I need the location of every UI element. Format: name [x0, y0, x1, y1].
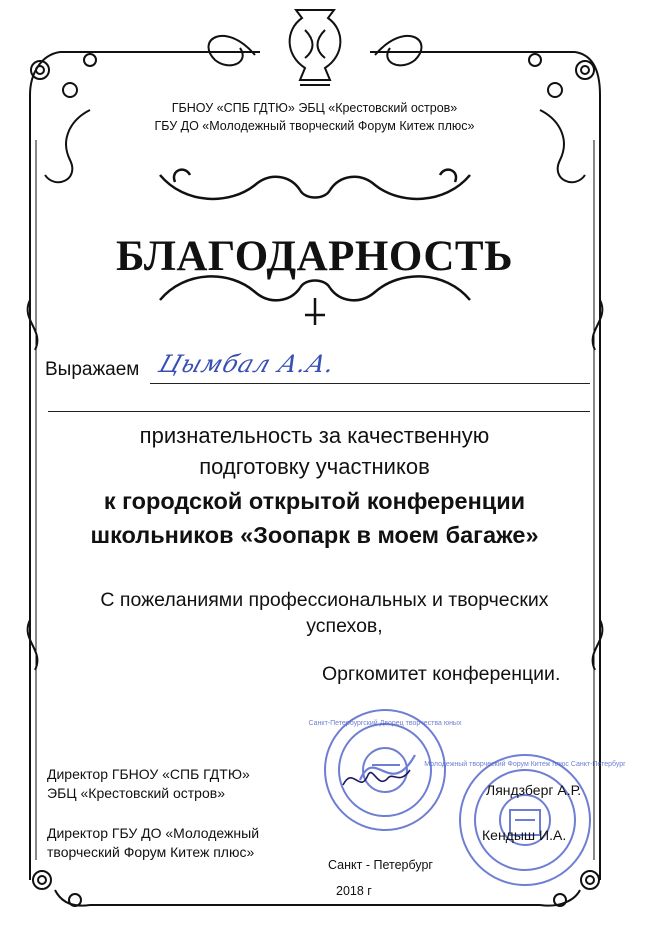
signatory-2-title — [47, 824, 259, 862]
org-line-1: ГБНОУ «СПБ ГДТЮ» ЭБЦ «Крестовский остров» — [171, 101, 458, 115]
recipient-label: Выражаем — [45, 359, 140, 380]
signoff: Оргкомитет конференции. — [322, 663, 561, 685]
footer-year: 2018 г — [336, 884, 372, 898]
signatory-1-line-1: Директор ГБНОУ «СПБ ГДТЮ» — [47, 766, 250, 782]
recipient-underline — [150, 383, 590, 384]
official-stamp-right — [424, 750, 626, 890]
signatory-2-line-1: Директор ГБУ ДО «Молодежный — [47, 825, 260, 841]
body-line-4: школьников «Зоопарк в моем багаже» — [90, 522, 539, 548]
org-line-2: ГБУ ДО «Молодежный творческий Форум Китеж плюс» — [154, 119, 475, 133]
svg-text:Молодежный творческий Форум Ки: Молодежный творческий Форум Китеж плюс Санкт-Петербург — [424, 761, 626, 768]
signatory-1-line-2: ЭБЦ «Крестовский остров» — [47, 785, 225, 801]
wishes-line-2: успехов, — [306, 615, 383, 637]
signatory-2-name: Кендыш И.А. — [482, 827, 567, 843]
handwritten-name: Цымбал А.А. — [155, 350, 340, 378]
signatory-1-name: Ляндзберг А.Р. — [486, 782, 582, 798]
bottom-title-ornament — [160, 276, 470, 325]
svg-text:Санкт-Петербургский Дворец тво: Санкт-Петербургский Дворец творчества юных — [308, 720, 462, 727]
footer-city: Санкт - Петербург — [328, 858, 433, 872]
urn-ornament — [290, 10, 341, 85]
page-title: БЛАГОДАРНОСТЬ — [115, 233, 514, 280]
body-line-2: подготовку участников — [199, 454, 430, 479]
signatory-1-title — [47, 765, 250, 803]
signatory-2-line-2: творческий Форум Китеж плюс» — [47, 844, 255, 860]
second-underline — [48, 411, 590, 412]
handwritten-signature — [338, 760, 418, 800]
wishes-line-1: С пожеланиями профессиональных и творческих — [100, 589, 549, 611]
top-title-ornament — [160, 170, 470, 199]
body-line-3: к городской открытой конференции — [103, 488, 526, 514]
body-line-1: признательность за качественную — [139, 423, 490, 448]
